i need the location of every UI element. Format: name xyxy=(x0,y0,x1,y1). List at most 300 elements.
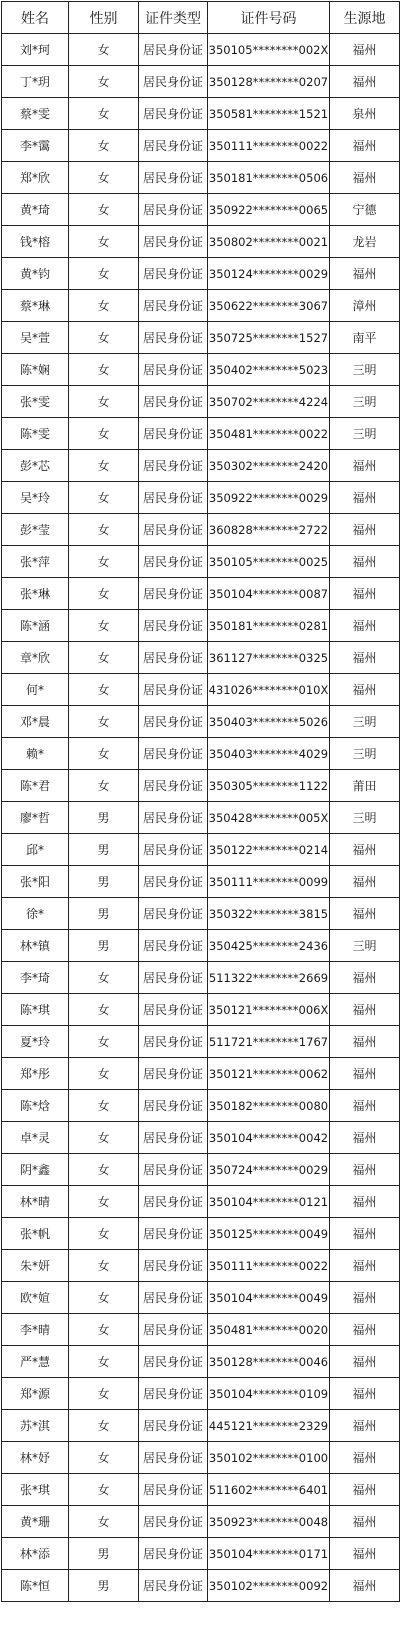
cell-id-type: 居民身份证 xyxy=(139,354,208,386)
table-row xyxy=(2,834,400,866)
table-row xyxy=(2,578,400,610)
cell-gender: 女 xyxy=(69,514,139,546)
table-row xyxy=(2,802,400,834)
cell-origin: 三明 xyxy=(330,930,400,962)
cell-origin: 福州 xyxy=(330,1122,400,1154)
cell-gender: 女 xyxy=(69,674,139,706)
cell-gender: 女 xyxy=(69,738,139,770)
cell-origin: 福州 xyxy=(330,1186,400,1218)
cell-origin: 福州 xyxy=(330,834,400,866)
cell-id-number: 350702********4224 xyxy=(208,386,330,418)
cell-gender: 男 xyxy=(69,866,139,898)
cell-gender: 女 xyxy=(69,1154,139,1186)
cell-id-number: 350725********1527 xyxy=(208,322,330,354)
table-row xyxy=(2,418,400,450)
cell-gender: 男 xyxy=(69,1538,139,1570)
table-row xyxy=(2,226,400,258)
table-row xyxy=(2,1314,400,1346)
cell-gender: 女 xyxy=(69,1122,139,1154)
cell-origin: 福州 xyxy=(330,898,400,930)
cell-gender: 女 xyxy=(69,994,139,1026)
cell-name: 李*霭 xyxy=(2,130,69,162)
cell-gender: 男 xyxy=(69,834,139,866)
cell-id-type: 居民身份证 xyxy=(139,1218,208,1250)
cell-id-number: 445121********2329 xyxy=(208,1410,330,1442)
cell-gender: 女 xyxy=(69,1378,139,1410)
cell-id-type: 居民身份证 xyxy=(139,674,208,706)
cell-gender: 女 xyxy=(69,34,139,66)
header-row xyxy=(2,2,400,34)
cell-name: 林*镇 xyxy=(2,930,69,962)
cell-gender: 女 xyxy=(69,962,139,994)
cell-id-type: 居民身份证 xyxy=(139,98,208,130)
cell-id-type: 居民身份证 xyxy=(139,1474,208,1506)
table-row xyxy=(2,674,400,706)
cell-gender: 男 xyxy=(69,930,139,962)
table-row xyxy=(2,1570,400,1602)
cell-name: 钱*榕 xyxy=(2,226,69,258)
cell-gender: 女 xyxy=(69,770,139,802)
table-row xyxy=(2,1058,400,1090)
cell-id-type: 居民身份证 xyxy=(139,482,208,514)
cell-gender: 男 xyxy=(69,1570,139,1602)
cell-id-type: 居民身份证 xyxy=(139,386,208,418)
table-row xyxy=(2,1538,400,1570)
cell-id-type: 居民身份证 xyxy=(139,226,208,258)
cell-origin: 福州 xyxy=(330,1570,400,1602)
table-row xyxy=(2,930,400,962)
cell-id-type: 居民身份证 xyxy=(139,34,208,66)
table-row xyxy=(2,514,400,546)
cell-id-type: 居民身份证 xyxy=(139,1570,208,1602)
cell-id-type: 居民身份证 xyxy=(139,322,208,354)
cell-origin: 福州 xyxy=(330,66,400,98)
cell-id-type: 居民身份证 xyxy=(139,1026,208,1058)
cell-origin: 福州 xyxy=(330,1282,400,1314)
cell-origin: 福州 xyxy=(330,162,400,194)
cell-origin: 福州 xyxy=(330,1538,400,1570)
cell-id-type: 居民身份证 xyxy=(139,514,208,546)
table-row xyxy=(2,866,400,898)
cell-gender: 女 xyxy=(69,450,139,482)
cell-name: 陈*琪 xyxy=(2,994,69,1026)
table-row xyxy=(2,1442,400,1474)
cell-gender: 女 xyxy=(69,1314,139,1346)
cell-id-type: 居民身份证 xyxy=(139,930,208,962)
cell-origin: 福州 xyxy=(330,258,400,290)
cell-name: 黄*珊 xyxy=(2,1506,69,1538)
cell-origin: 福州 xyxy=(330,1154,400,1186)
cell-id-number: 350305********1122 xyxy=(208,770,330,802)
cell-id-number: 350104********0049 xyxy=(208,1282,330,1314)
cell-id-number: 350322********3815 xyxy=(208,898,330,930)
student-table-container xyxy=(1,1,400,1602)
cell-origin: 福州 xyxy=(330,1410,400,1442)
table-row xyxy=(2,1186,400,1218)
cell-name: 卓*灵 xyxy=(2,1122,69,1154)
cell-id-number: 361127********0325 xyxy=(208,642,330,674)
table-row xyxy=(2,642,400,674)
table-row xyxy=(2,1474,400,1506)
cell-id-type: 居民身份证 xyxy=(139,1122,208,1154)
cell-name: 陈*君 xyxy=(2,770,69,802)
table-row xyxy=(2,450,400,482)
cell-id-number: 350481********0022 xyxy=(208,418,330,450)
cell-name: 吴*玲 xyxy=(2,482,69,514)
cell-origin: 龙岩 xyxy=(330,226,400,258)
cell-name: 郑*欣 xyxy=(2,162,69,194)
cell-name: 黄*钧 xyxy=(2,258,69,290)
table-body xyxy=(2,34,400,1602)
cell-id-number: 511602********6401 xyxy=(208,1474,330,1506)
table-header xyxy=(2,2,400,34)
cell-gender: 女 xyxy=(69,706,139,738)
cell-id-number: 350104********0171 xyxy=(208,1538,330,1570)
cell-id-number: 350302********2420 xyxy=(208,450,330,482)
cell-id-number: 350102********0100 xyxy=(208,1442,330,1474)
cell-gender: 女 xyxy=(69,482,139,514)
cell-id-type: 居民身份证 xyxy=(139,738,208,770)
cell-gender: 女 xyxy=(69,1346,139,1378)
cell-id-type: 居民身份证 xyxy=(139,194,208,226)
cell-name: 李*琦 xyxy=(2,962,69,994)
cell-name: 赖* xyxy=(2,738,69,770)
table-row xyxy=(2,162,400,194)
cell-origin: 福州 xyxy=(330,546,400,578)
cell-origin: 三明 xyxy=(330,354,400,386)
cell-origin: 福州 xyxy=(330,610,400,642)
cell-gender: 女 xyxy=(69,1058,139,1090)
cell-id-number: 350802********0021 xyxy=(208,226,330,258)
cell-id-type: 居民身份证 xyxy=(139,162,208,194)
cell-id-number: 350121********0062 xyxy=(208,1058,330,1090)
cell-id-number: 350922********0029 xyxy=(208,482,330,514)
cell-id-type: 居民身份证 xyxy=(139,578,208,610)
cell-id-number: 350105********002X xyxy=(208,34,330,66)
cell-name: 陈*娴 xyxy=(2,354,69,386)
table-row xyxy=(2,386,400,418)
table-row xyxy=(2,34,400,66)
cell-origin: 福州 xyxy=(330,1506,400,1538)
cell-id-number: 350581********1521 xyxy=(208,98,330,130)
cell-name: 林*晴 xyxy=(2,1186,69,1218)
cell-id-type: 居民身份证 xyxy=(139,866,208,898)
cell-id-number: 350128********0046 xyxy=(208,1346,330,1378)
cell-id-number: 350105********0025 xyxy=(208,546,330,578)
cell-name: 张*琳 xyxy=(2,578,69,610)
cell-id-type: 居民身份证 xyxy=(139,1442,208,1474)
cell-gender: 女 xyxy=(69,642,139,674)
cell-id-number: 350122********0214 xyxy=(208,834,330,866)
cell-name: 陈*焓 xyxy=(2,1090,69,1122)
cell-id-number: 350622********3067 xyxy=(208,290,330,322)
cell-id-type: 居民身份证 xyxy=(139,834,208,866)
cell-name: 张*帆 xyxy=(2,1218,69,1250)
table-row xyxy=(2,1346,400,1378)
student-id-table xyxy=(1,1,400,1602)
cell-origin: 三明 xyxy=(330,802,400,834)
cell-id-type: 居民身份证 xyxy=(139,1378,208,1410)
cell-name: 何* xyxy=(2,674,69,706)
table-row xyxy=(2,546,400,578)
cell-gender: 女 xyxy=(69,1506,139,1538)
table-row xyxy=(2,290,400,322)
cell-origin: 福州 xyxy=(330,1474,400,1506)
cell-id-number: 350125********0049 xyxy=(208,1218,330,1250)
cell-id-number: 350104********0121 xyxy=(208,1186,330,1218)
cell-id-number: 350121********006X xyxy=(208,994,330,1026)
table-row xyxy=(2,1250,400,1282)
cell-origin: 福州 xyxy=(330,514,400,546)
table-row xyxy=(2,898,400,930)
cell-id-number: 350403********4029 xyxy=(208,738,330,770)
cell-id-number: 350111********0022 xyxy=(208,1250,330,1282)
cell-id-type: 居民身份证 xyxy=(139,1538,208,1570)
cell-name: 蔡*琳 xyxy=(2,290,69,322)
cell-origin: 福州 xyxy=(330,1346,400,1378)
cell-name: 张*雯 xyxy=(2,386,69,418)
cell-id-type: 居民身份证 xyxy=(139,258,208,290)
cell-id-type: 居民身份证 xyxy=(139,898,208,930)
cell-id-number: 350403********5026 xyxy=(208,706,330,738)
cell-id-number: 350425********2436 xyxy=(208,930,330,962)
cell-id-type: 居民身份证 xyxy=(139,706,208,738)
cell-id-type: 居民身份证 xyxy=(139,770,208,802)
cell-name: 林*妤 xyxy=(2,1442,69,1474)
cell-gender: 男 xyxy=(69,802,139,834)
table-row xyxy=(2,98,400,130)
cell-name: 邓*晨 xyxy=(2,706,69,738)
table-row xyxy=(2,258,400,290)
table-row xyxy=(2,1122,400,1154)
cell-gender: 女 xyxy=(69,1250,139,1282)
cell-gender: 女 xyxy=(69,322,139,354)
cell-name: 彭*莹 xyxy=(2,514,69,546)
header-origin: 生源地 xyxy=(330,2,400,34)
cell-name: 徐* xyxy=(2,898,69,930)
table-row xyxy=(2,1378,400,1410)
cell-gender: 女 xyxy=(69,1442,139,1474)
cell-id-number: 350111********0022 xyxy=(208,130,330,162)
cell-name: 吴*萱 xyxy=(2,322,69,354)
cell-name: 李*晴 xyxy=(2,1314,69,1346)
cell-origin: 福州 xyxy=(330,1378,400,1410)
cell-id-number: 350724********0029 xyxy=(208,1154,330,1186)
cell-gender: 女 xyxy=(69,578,139,610)
cell-origin: 福州 xyxy=(330,1250,400,1282)
cell-id-number: 431026********010X xyxy=(208,674,330,706)
header-id-type: 证件类型 xyxy=(139,2,208,34)
cell-gender: 女 xyxy=(69,1026,139,1058)
cell-gender: 女 xyxy=(69,546,139,578)
cell-id-number: 511721********1767 xyxy=(208,1026,330,1058)
cell-gender: 女 xyxy=(69,1218,139,1250)
table-row xyxy=(2,610,400,642)
cell-name: 黄*琦 xyxy=(2,194,69,226)
cell-origin: 福州 xyxy=(330,642,400,674)
cell-gender: 女 xyxy=(69,226,139,258)
cell-id-number: 350181********0506 xyxy=(208,162,330,194)
cell-id-type: 居民身份证 xyxy=(139,1506,208,1538)
cell-name: 邱* xyxy=(2,834,69,866)
cell-id-type: 居民身份证 xyxy=(139,1410,208,1442)
cell-id-number: 350402********5023 xyxy=(208,354,330,386)
cell-origin: 三明 xyxy=(330,706,400,738)
cell-origin: 福州 xyxy=(330,1026,400,1058)
cell-origin: 南平 xyxy=(330,322,400,354)
cell-name: 严*慧 xyxy=(2,1346,69,1378)
cell-gender: 女 xyxy=(69,418,139,450)
cell-name: 欧*媗 xyxy=(2,1282,69,1314)
cell-name: 阴*鑫 xyxy=(2,1154,69,1186)
table-row xyxy=(2,1154,400,1186)
table-row xyxy=(2,1026,400,1058)
cell-origin: 福州 xyxy=(330,866,400,898)
cell-gender: 女 xyxy=(69,1410,139,1442)
cell-id-number: 350923********0048 xyxy=(208,1506,330,1538)
cell-id-type: 居民身份证 xyxy=(139,1058,208,1090)
cell-origin: 福州 xyxy=(330,1218,400,1250)
cell-id-type: 居民身份证 xyxy=(139,1090,208,1122)
cell-id-type: 居民身份证 xyxy=(139,1314,208,1346)
cell-id-number: 350128********0207 xyxy=(208,66,330,98)
cell-gender: 女 xyxy=(69,66,139,98)
cell-name: 蔡*雯 xyxy=(2,98,69,130)
cell-origin: 莆田 xyxy=(330,770,400,802)
table-row xyxy=(2,994,400,1026)
header-name: 姓名 xyxy=(2,2,69,34)
cell-name: 章*欣 xyxy=(2,642,69,674)
table-row xyxy=(2,1090,400,1122)
table-row xyxy=(2,130,400,162)
cell-id-type: 居民身份证 xyxy=(139,546,208,578)
cell-name: 陈*恒 xyxy=(2,1570,69,1602)
cell-origin: 宁德 xyxy=(330,194,400,226)
table-row xyxy=(2,66,400,98)
cell-id-number: 350182********0080 xyxy=(208,1090,330,1122)
table-row xyxy=(2,962,400,994)
cell-origin: 福州 xyxy=(330,1058,400,1090)
cell-origin: 福州 xyxy=(330,482,400,514)
cell-id-number: 360828********2722 xyxy=(208,514,330,546)
cell-id-number: 350922********0065 xyxy=(208,194,330,226)
cell-origin: 福州 xyxy=(330,674,400,706)
header-gender: 性别 xyxy=(69,2,139,34)
cell-name: 张*萍 xyxy=(2,546,69,578)
cell-gender: 女 xyxy=(69,610,139,642)
cell-id-number: 350104********0109 xyxy=(208,1378,330,1410)
cell-gender: 女 xyxy=(69,162,139,194)
cell-name: 朱*妍 xyxy=(2,1250,69,1282)
cell-name: 苏*淇 xyxy=(2,1410,69,1442)
cell-name: 彭*芯 xyxy=(2,450,69,482)
table-row xyxy=(2,706,400,738)
cell-gender: 女 xyxy=(69,1090,139,1122)
cell-id-type: 居民身份证 xyxy=(139,642,208,674)
table-row xyxy=(2,1410,400,1442)
cell-gender: 女 xyxy=(69,1186,139,1218)
cell-name: 刘*珂 xyxy=(2,34,69,66)
cell-origin: 福州 xyxy=(330,1442,400,1474)
cell-id-type: 居民身份证 xyxy=(139,994,208,1026)
cell-origin: 福州 xyxy=(330,1090,400,1122)
cell-origin: 福州 xyxy=(330,962,400,994)
cell-id-number: 350181********0281 xyxy=(208,610,330,642)
table-row xyxy=(2,354,400,386)
cell-name: 陈*涵 xyxy=(2,610,69,642)
cell-id-type: 居民身份证 xyxy=(139,802,208,834)
cell-id-type: 居民身份证 xyxy=(139,1154,208,1186)
cell-id-type: 居民身份证 xyxy=(139,1282,208,1314)
cell-origin: 漳州 xyxy=(330,290,400,322)
cell-name: 林*添 xyxy=(2,1538,69,1570)
cell-id-number: 350111********0099 xyxy=(208,866,330,898)
cell-gender: 女 xyxy=(69,258,139,290)
cell-name: 廖*哲 xyxy=(2,802,69,834)
cell-id-type: 居民身份证 xyxy=(139,1186,208,1218)
cell-origin: 泉州 xyxy=(330,98,400,130)
cell-gender: 女 xyxy=(69,98,139,130)
cell-id-type: 居民身份证 xyxy=(139,610,208,642)
table-row xyxy=(2,322,400,354)
cell-origin: 福州 xyxy=(330,130,400,162)
cell-gender: 女 xyxy=(69,130,139,162)
cell-name: 张*阳 xyxy=(2,866,69,898)
cell-id-number: 350104********0042 xyxy=(208,1122,330,1154)
cell-id-number: 350428********005X xyxy=(208,802,330,834)
cell-id-number: 350481********0020 xyxy=(208,1314,330,1346)
cell-id-type: 居民身份证 xyxy=(139,1346,208,1378)
cell-id-type: 居民身份证 xyxy=(139,1250,208,1282)
table-row xyxy=(2,194,400,226)
cell-id-type: 居民身份证 xyxy=(139,290,208,322)
cell-name: 郑*彤 xyxy=(2,1058,69,1090)
cell-gender: 女 xyxy=(69,290,139,322)
table-row xyxy=(2,1282,400,1314)
cell-origin: 福州 xyxy=(330,1314,400,1346)
cell-id-number: 511322********2669 xyxy=(208,962,330,994)
cell-name: 陈*雯 xyxy=(2,418,69,450)
cell-name: 丁*玥 xyxy=(2,66,69,98)
cell-gender: 女 xyxy=(69,386,139,418)
cell-id-type: 居民身份证 xyxy=(139,130,208,162)
cell-gender: 女 xyxy=(69,194,139,226)
cell-id-type: 居民身份证 xyxy=(139,418,208,450)
table-row xyxy=(2,1506,400,1538)
cell-gender: 男 xyxy=(69,898,139,930)
cell-origin: 三明 xyxy=(330,738,400,770)
cell-id-type: 居民身份证 xyxy=(139,66,208,98)
cell-origin: 福州 xyxy=(330,994,400,1026)
header-id-number: 证件号码 xyxy=(208,2,330,34)
cell-gender: 女 xyxy=(69,354,139,386)
cell-origin: 三明 xyxy=(330,386,400,418)
cell-id-number: 350102********0092 xyxy=(208,1570,330,1602)
cell-name: 郑*源 xyxy=(2,1378,69,1410)
table-row xyxy=(2,1218,400,1250)
cell-origin: 福州 xyxy=(330,34,400,66)
cell-name: 张*琪 xyxy=(2,1474,69,1506)
cell-name: 夏*玲 xyxy=(2,1026,69,1058)
table-row xyxy=(2,482,400,514)
cell-origin: 福州 xyxy=(330,578,400,610)
cell-origin: 三明 xyxy=(330,418,400,450)
cell-id-number: 350104********0087 xyxy=(208,578,330,610)
cell-id-type: 居民身份证 xyxy=(139,450,208,482)
cell-origin: 福州 xyxy=(330,450,400,482)
cell-id-type: 居民身份证 xyxy=(139,962,208,994)
cell-id-number: 350124********0029 xyxy=(208,258,330,290)
